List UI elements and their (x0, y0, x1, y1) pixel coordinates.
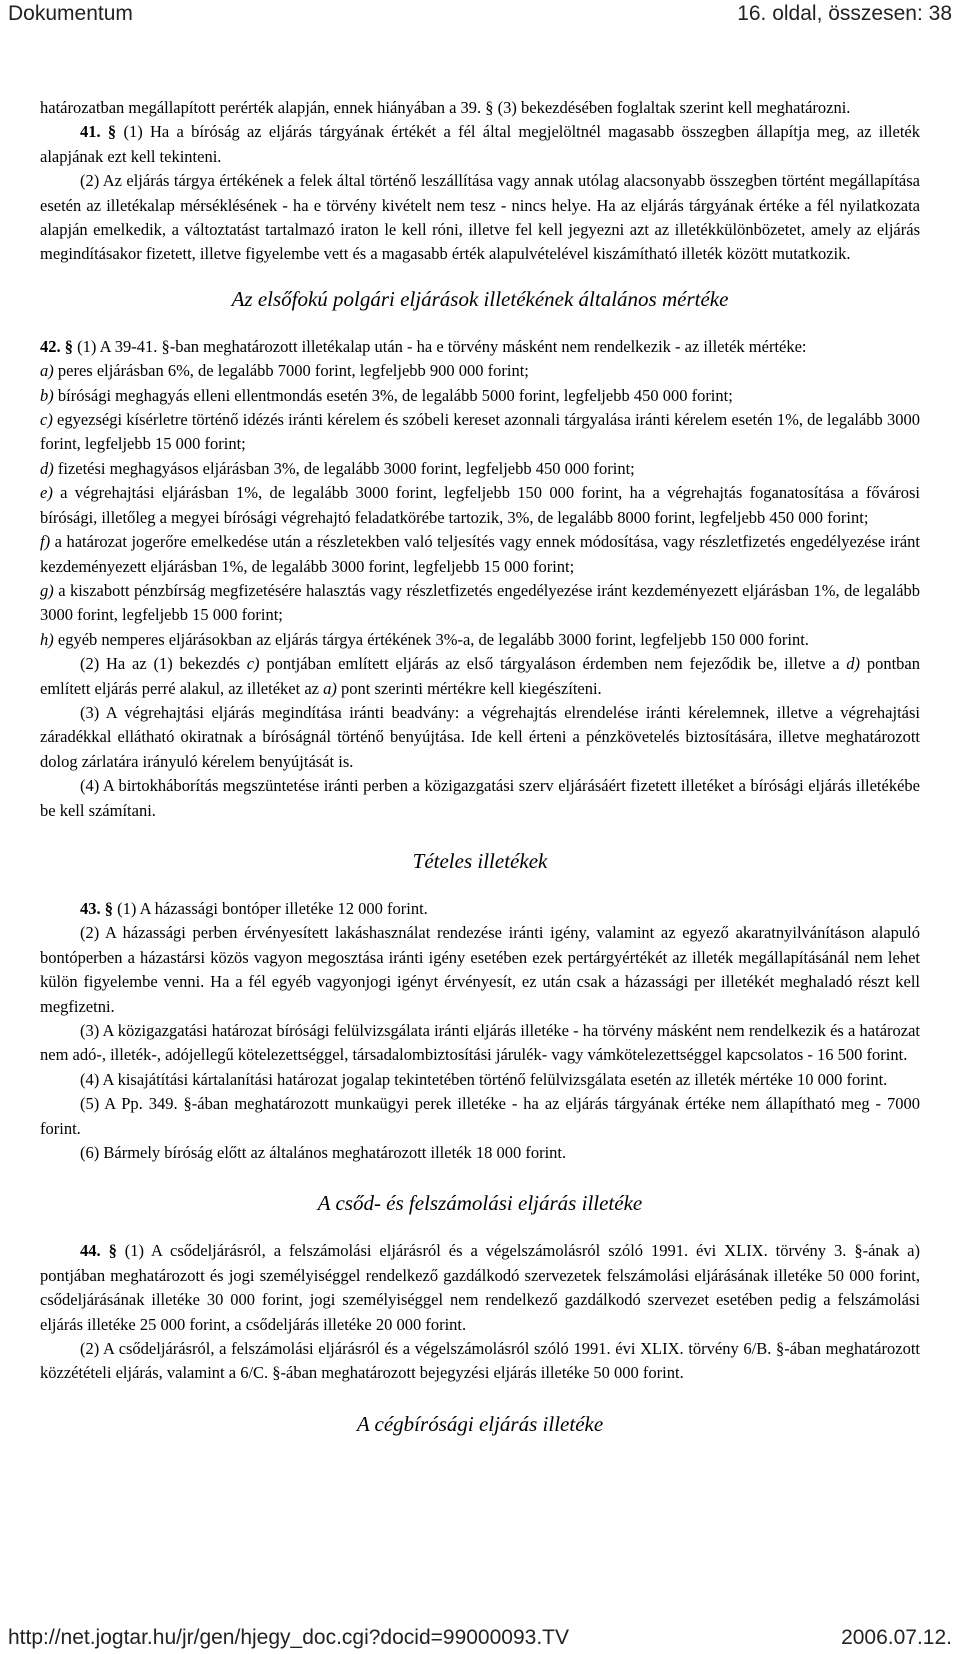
document-body (40, 96, 920, 1436)
section-42-para-4: (4) A birtokháborítás megszüntetése iránti perben a közigazgatási szerv eljárásáért fizetett illetéket a bírósági eljárás illetékébe be kell számítani. (40, 776, 920, 820)
section-number: 42. § (40, 336, 73, 356)
list-item: h) egyéb nemperes eljárásokban az eljárás tárgya értékének 3%-a, de legalább 3000 forint, legfeljebb 150 000 forint. (40, 629, 809, 649)
list-item: e) a végrehajtási eljárásban 1%, de legalább 3000 forint, legfeljebb 150 000 forint, ha a végrehajtás foganatosítása a fővárosi bírósági, illetőleg a megyei bírósági végrehajtó feladatkörébe tartozik, 3%, de legalább 8000 forint, legfeljebb 450 000 forint; (40, 483, 920, 527)
section-41-para-1: 41. § (1) Ha a bíróság az eljárás tárgyának értékét a fél által megjelöltnél magasabb összegben állapítja meg, az illeték alapjának ezt kell tekinteni. (40, 122, 920, 166)
section-43-para-2: (2) A házassági perben érvényesített lakáshasználat rendezése iránti igény, valamint az egyező akaratnyilvánításon alapuló bontóperben a házastársi közös vagyon megosztása iránti igény esetében ezek pertárgyértékét az illeték megállapításánál nem lehet külön figyelembe venni. Ha a fél egyéb vagyonjogi igényt érvényesít, ez után csak a házassági per illetékét meghaladó részt kell megfizetni. (40, 923, 920, 1016)
document-title: Dokumentum (8, 2, 133, 25)
section-41-para-2: (2) Az eljárás tárgya értékének a felek által történő leszállítása vagy annak utólag alacsonyabb összegben történt megállapítása esetén az illetékalap mérséklésének - ha e törvény kivételt nem tesz - nincs helye. Ha az eljárás tárgyának értéke a fél nyilatkozata alapján emelkedik, a változtatást tartalmazó iraton le kell róni, illetve fel kell jegyezni azt az illetékkülönbözetet, amely az eljárás megindításakor fizetett, illetve figyelembe vett és a magasabb érték alapulvételével kiszámítható illeték között mutatkozik. (40, 171, 920, 264)
section-heading: Az elsőfokú polgári eljárások illetékének általános mértéke (231, 286, 729, 311)
list-item: a) peres eljárásban 6%, de legalább 7000 forint, legfeljebb 900 000 forint; (40, 361, 529, 381)
page-counter: 16. oldal, összesen: 38 (737, 2, 952, 25)
section-number: 43. § (80, 898, 113, 918)
print-date: 2006.07.12. (841, 1626, 952, 1649)
section-43-para-6: (6) Bármely bíróság előtt az általános meghatározott illeték 18 000 forint. (80, 1143, 567, 1163)
section-44-para-1: 44. § (1) A csődeljárásról, a felszámolási eljárásról és a végelszámolásról szóló 1991. évi XLIX. törvény 3. §-ának a) pontjában meghatározott és jogi személyiséggel rendelkező gazdálkodó szervezetek felszámolási eljárásának illetéke 50 000 forint, csődeljárásának illetéke 30 000 forint, jogi személyiséggel nem rendelkező gazdálkodó szervezet esetében pedig a felszámolási eljárás illetéke 25 000 forint, a csődeljárás illetéke 20 000 forint. (40, 1241, 920, 1334)
list-item: c) egyezségi kísérletre történő idézés iránti kérelem és szóbeli kereset azonnali tárgyalása iránti kérelem esetén 1%, de legalább 3000 forint, legfeljebb 15 000 forint; (40, 410, 920, 454)
section-43-para-4: (4) A kisajátítási kártalanítási határozat jogalap tekintetében történő felülvizsgálata esetén az illeték mértéke 10 000 forint. (80, 1069, 888, 1089)
section-number: 41. § (80, 122, 117, 142)
section-heading: A cégbírósági eljárás illetéke (356, 1411, 604, 1436)
list-item: d) fizetési meghagyásos eljárásban 3%, de legalább 3000 forint, legfeljebb 450 000 forint; (40, 458, 635, 478)
section-heading: Tételes illetékek (412, 848, 548, 873)
page-header (0, 0, 960, 30)
list-item: g) a kiszabott pénzbírság megfizetésére halasztás vagy részletfizetés engedélyezése iránt kezdeményezett eljárásban 1%, de legalább 3000 forint, legfeljebb 15 000 forint; (40, 580, 920, 625)
section-43-para-1: 43. § (1) A házassági bontóper illetéke 12 000 forint. (80, 898, 428, 918)
paragraph: határozatban megállapított perérték alapján, ennek hiányában a 39. § (3) bekezdésében foglaltak szerint kell meghatározni. (40, 98, 851, 117)
page-footer (0, 1626, 960, 1654)
section-44-para-2: (2) A csődeljárásról, a felszámolási eljárásról és a végelszámolásról szóló 1991. évi XLIX. törvény 6/B. §-ában meghatározott közzétételi eljárás, valamint a 6/C. §-ában meghatározott bejegyzési eljárás illetéke 50 000 forint. (40, 1339, 920, 1383)
section-42-para-2: (2) Ha az (1) bekezdés c) pontjában említett eljárás az első tárgyaláson érdemben nem fejeződik be, illetve a d) pontban említett eljárás perré alakul, az illetéket az a) pont szerinti mértékre kell kiegészíteni. (40, 654, 920, 698)
list-item: b) bírósági meghagyás elleni ellentmondás esetén 3%, de legalább 5000 forint, legfeljebb 450 000 forint; (40, 385, 733, 405)
source-url: http://net.jogtar.hu/jr/gen/hjegy_doc.cgi?docid=99000093.TV (8, 1626, 569, 1649)
list-item: f) a határozat jogerőre emelkedése után a részletekben való teljesítés vagy ennek módosítása, vagy részletfizetés engedélyezése iránt kezdeményezett eljárásban 1%, de legalább 3000 forint, legfeljebb 15 000 forint; (40, 532, 920, 576)
section-42-para-1: 42. § (1) A 39-41. §-ban meghatározott illetékalap után - ha e törvény másként nem rendelkezik - az illeték mértéke: (40, 336, 807, 356)
section-42-para-3: (3) A végrehajtási eljárás megindítása iránti beadvány: a végrehajtás elrendelése iránti kérelemnek, illetve a végrehajtási záradékkal ellátható okiratnak a bíróságnál történő benyújtása. Ide kell érteni a pénzkövetelés biztosítására, illetve meghatározott dolog zárlatára irányuló kérelem benyújtását is. (40, 702, 920, 771)
section-heading: A csőd- és felszámolási eljárás illetéke (317, 1191, 643, 1216)
section-43-para-3: (3) A közigazgatási határozat bírósági felülvizsgálata iránti eljárás illetéke - ha törvény másként nem rendelkezik és a határozat nem adó-, illeték-, adójellegű kötelezettséggel, társadalombiztosítási járulék- vagy vámkötelezettséggel kapcsolatos - 16 500 forint. (40, 1021, 920, 1065)
section-number: 44. § (80, 1241, 117, 1261)
section-43-para-5: (5) A Pp. 349. §-ában meghatározott munkaügyi perek illetéke - ha az eljárás tárgyának értéke nem állapítható meg - 7000 forint. (40, 1094, 920, 1138)
